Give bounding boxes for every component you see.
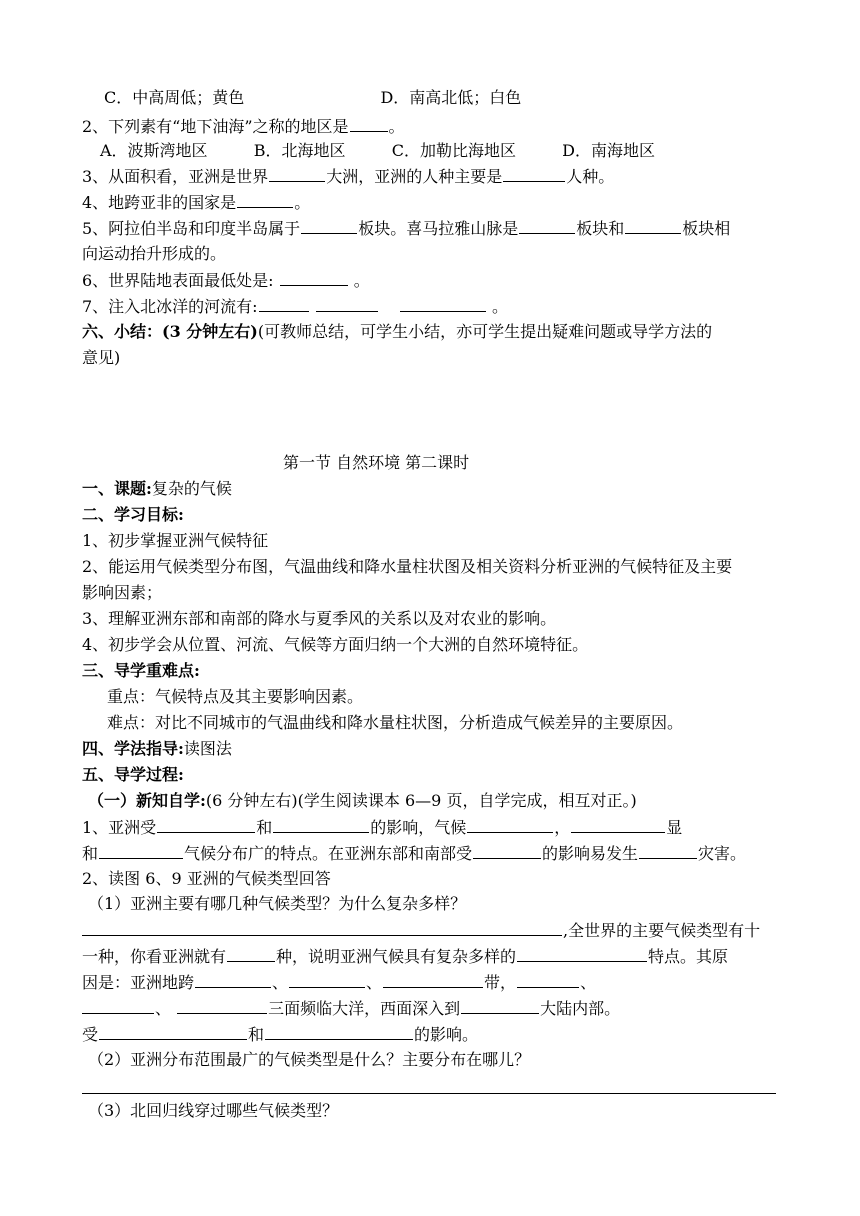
answer-blank[interactable] [517, 972, 579, 988]
question-1-line-3: 一种，你看亚洲就有 种，说明亚洲气候具有复杂多样的 特点。其原 [82, 947, 729, 966]
answer-blank[interactable] [350, 116, 388, 132]
process-item-1: 1、亚洲受 和 的影响，气候 ， 显 [82, 818, 683, 837]
topic: 一、课题:复杂的气候 [82, 479, 232, 498]
answer-blank[interactable] [237, 192, 293, 208]
q2-options [100, 141, 655, 161]
answer-blank[interactable] [517, 946, 647, 962]
goals-heading: 二、学习目标: [82, 505, 184, 524]
answer-blank[interactable] [82, 920, 562, 936]
option-d: D．南海地区 [562, 141, 655, 160]
answer-blank[interactable] [639, 843, 697, 859]
answer-blank[interactable] [473, 843, 541, 859]
option-b: B．北海地区 [253, 141, 346, 160]
process-heading: 五、导学过程: [82, 765, 184, 784]
summary-cont: 意见) [82, 348, 121, 367]
question-5-cont: 向运动抬升形成的。 [82, 244, 227, 263]
question-1: （1）亚洲主要有哪几种气候类型？为什么复杂多样？ [88, 894, 467, 913]
goal-4: 4、初步学会从位置、河流、气候等方面归纳一个大洲的自然环境特征。 [82, 635, 589, 654]
key-points-heading: 三、导学重难点: [82, 661, 200, 680]
answer-blank[interactable] [99, 843, 183, 859]
goal-3: 3、理解亚洲东部和南部的降水与夏季风的关系以及对农业的影响。 [82, 609, 557, 628]
process-item-1-cont: 和 气候分布广的特点。在亚洲东部和南部受 的影响易发生 灾害。 [82, 844, 747, 863]
answer-blank[interactable] [400, 296, 486, 312]
self-study: （一）新知自学:(6 分钟左右)(学生阅读课本 6—9 页，自学完成，相互对正。) [88, 791, 637, 810]
question-4: 4、地跨亚非的国家是 。 [82, 193, 311, 212]
answer-blank[interactable] [316, 296, 378, 312]
key-point: 重点：气候特点及其主要影响因素。 [107, 687, 364, 706]
difficult-point: 难点：对比不同城市的气温曲线和降水量柱状图，分析造成气候差异的主要原因。 [107, 713, 684, 732]
answer-blank[interactable] [571, 817, 665, 833]
answer-blank[interactable] [177, 998, 267, 1014]
option-c: C．加勒比海地区 [391, 141, 516, 160]
answer-blank[interactable] [383, 972, 483, 988]
goal-1: 1、初步掌握亚洲气候特征 [82, 531, 269, 550]
question-1-line-2: ,全世界的主要气候类型有十 [82, 920, 760, 941]
answer-blank[interactable] [519, 218, 575, 234]
question-1-line-5: 、 三面频临大洋，西面深入到 大陆内部。 [82, 998, 620, 1019]
question-5: 5、阿拉伯半岛和印度半岛属于 板块。喜马拉雅山脉是 板块和 板块相 [82, 219, 731, 238]
summary-heading: 六、小结：(3 分钟左右) [82, 322, 258, 341]
method: 四、学法指导:读图法 [82, 739, 232, 758]
option-c: C．中高周低；黄色 [104, 88, 245, 107]
answer-blank[interactable] [195, 972, 271, 988]
question-2-climate: （2）亚洲分布范围最广的气候类型是什么？主要分布在哪儿？ [88, 1050, 531, 1069]
answer-line[interactable] [82, 1093, 776, 1094]
answer-blank[interactable] [273, 817, 369, 833]
answer-blank[interactable] [461, 998, 539, 1014]
option-d: D．南高北低；白色 [380, 88, 522, 107]
question-6: 6、世界陆地表面最低处是: 。 [82, 271, 370, 290]
answer-blank[interactable] [289, 972, 365, 988]
process-item-2: 2、读图 6、9 亚洲的气候类型回答 [82, 869, 331, 888]
answer-blank[interactable] [99, 1024, 247, 1040]
answer-blank[interactable] [503, 166, 565, 182]
option-a: A．波斯湾地区 [100, 141, 208, 160]
answer-blank[interactable] [269, 166, 325, 182]
q1-options-cd [104, 88, 521, 108]
question-3: 3、从面积看，亚洲是世界 大洲，亚洲的人种主要是 人种。 [82, 167, 615, 186]
answer-blank[interactable] [82, 998, 154, 1014]
answer-blank[interactable] [227, 946, 275, 962]
question-3-climate: （3）北回归线穿过哪些气候类型？ [88, 1101, 339, 1120]
question-2: 2、下列素有“地下油海”之称的地区是 。 [82, 117, 405, 136]
goal-2-cont: 影响因素； [82, 583, 163, 602]
question-1-line-6: 受 和 的影响。 [82, 1025, 479, 1044]
answer-blank[interactable] [265, 1024, 413, 1040]
summary: 六、小结：(3 分钟左右)(可教师总结，可学生小结，亦可学生提出疑难问题或导学方法的 [82, 322, 713, 341]
question-1-line-4: 因是：亚洲地跨 、 、 带， 、 [82, 973, 597, 992]
section-title: 第一节 自然环境 第二课时 [283, 453, 470, 472]
goal-2: 2、能运用气候类型分布图，气温曲线和降水量柱状图及相关资料分析亚洲的气候特征及主要 [82, 557, 733, 576]
answer-blank[interactable] [259, 296, 309, 312]
question-7: 7、注入北冰洋的河流有: 。 [82, 297, 508, 316]
answer-blank[interactable] [280, 270, 348, 286]
answer-blank[interactable] [157, 817, 255, 833]
answer-blank[interactable] [301, 218, 357, 234]
answer-blank[interactable] [467, 817, 553, 833]
answer-blank[interactable] [625, 218, 681, 234]
